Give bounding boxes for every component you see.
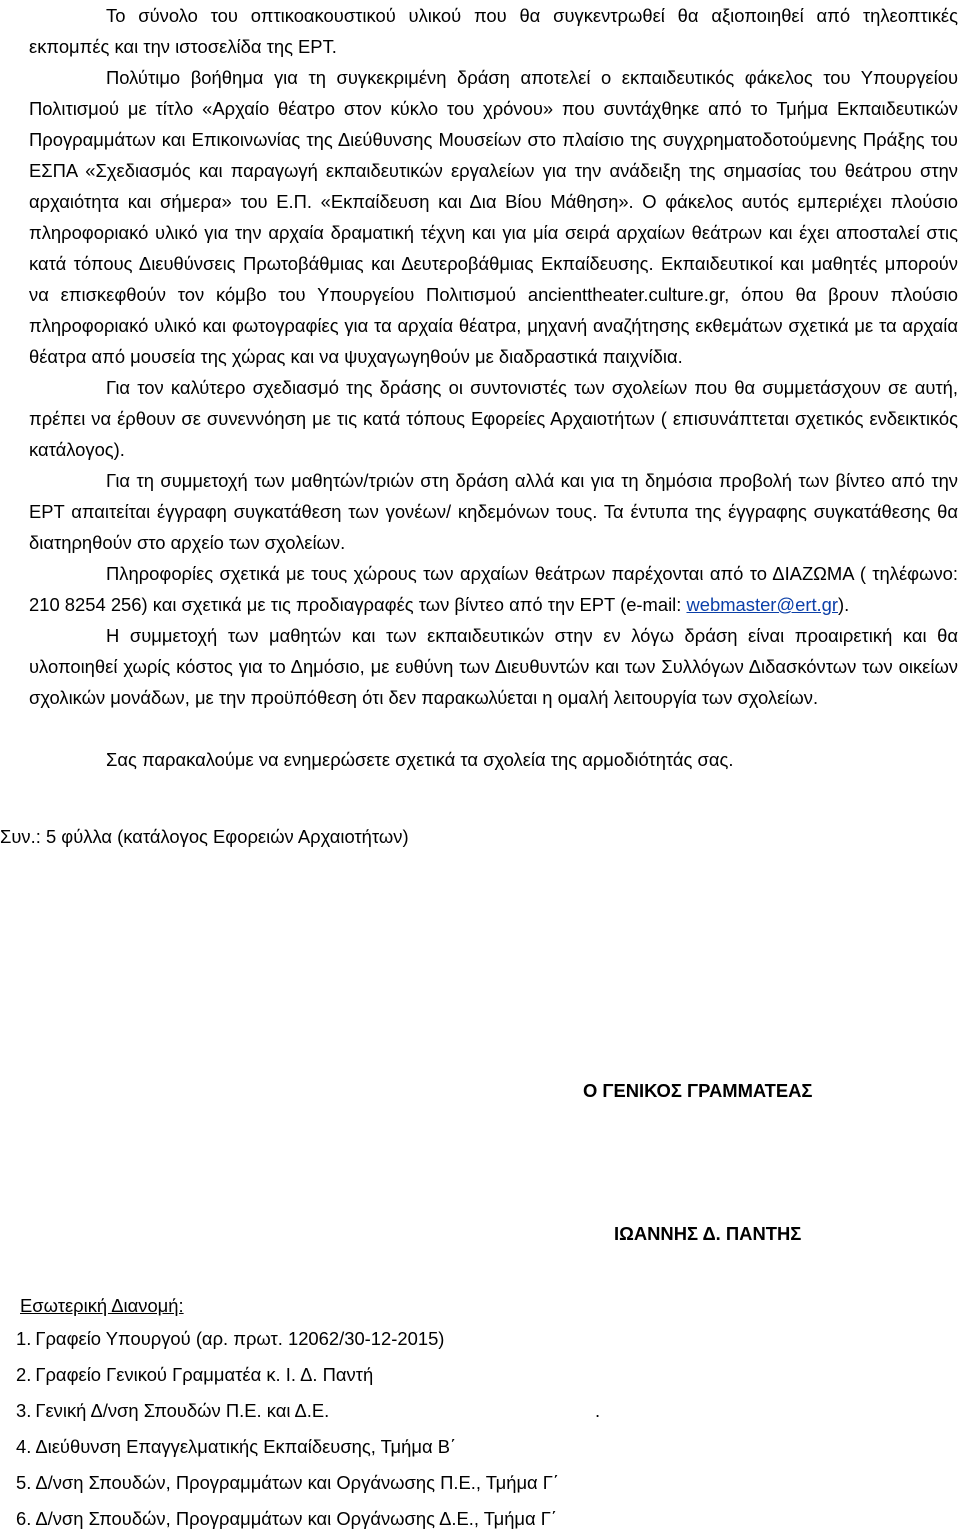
list-item: 3. Γενική Δ/νση Σπουδών Π.Ε. και Δ.Ε. . xyxy=(16,1400,601,1421)
distribution-heading: Εσωτερική Διανομή: xyxy=(20,1295,184,1316)
list-item: 6. Δ/νση Σπουδών, Προγραμμάτων και Οργάνωσης Δ.Ε., Τμήμα Γ΄ xyxy=(16,1508,558,1529)
list-item: 1. Γραφείο Υπουργού (αρ. πρωτ. 12062/30-12-2015) xyxy=(16,1328,445,1349)
distribution-list xyxy=(16,1321,600,1537)
paragraph-av-material: Το σύνολο του οπτικοακουστικού υλικού που θα συγκεντρωθεί θα αξιοποιηθεί από τηλεοπτικές εκπομπές και την ιστοσελίδα της ΕΡΤ. xyxy=(29,5,958,57)
list-item: 2. Γραφείο Γενικού Γραμματέα κ. Ι. Δ. Παντή xyxy=(16,1364,374,1385)
list-item: 5. Δ/νση Σπουδών, Προγραμμάτων και Οργάνωσης Π.Ε., Τμήμα Γ΄ xyxy=(16,1472,560,1493)
information-text: Πληροφορίες σχετικά με τους χώρους των αρχαίων θεάτρων παρέχονται από το ΔΙΑΖΩΜΑ ( τηλέφωνο: 210 8254 256) και σχετικά με τις προδιαγραφές των βίντεο από την ΕΡΤ (e-mail: xyxy=(29,563,958,615)
paragraph-educational-folder: Πολύτιμο βοήθημα για τη συγκεκριμένη δράση αποτελεί ο εκπαιδευτικός φάκελος του Υπουργείου Πολιτισμού με τίτλο «Αρχαίο θέατρο στον κύκλο του χρόνου» που συντάχθηκε από το Τμήμα Εκπαιδευτικών Προγραμμάτων και Επικοινωνίας της Διεύθυνσης Μουσείων στο πλαίσιο της συγχρηματοδοτούμενης Πράξης του ΕΣΠΑ «Σχεδιασμός και παραγωγή εκπαιδευτικών εργαλείων για την ανάδειξη της σημασίας του θεάτρου στην αρχαιότητα και σήμερα» του Ε.Π. «Εκπαίδευση και Δια Βίου Μάθηση». Ο φάκελος αυτός εμπεριέχει πλούσιο πληροφοριακό υλικό για την αρχαία δραματική τέχνη και για μία σειρά αρχαίων θεάτρων και έχει αποσταλεί στις κατά τόπους Διευθύνσεις Πρωτοβάθμιας και Δευτεροβάθμιας Εκπαίδευσης. Εκπαιδευτικοί και μαθητές μπορούν να επισκεφθούν τον κόμβο του Υπουργείου Πολιτισμού ancienttheater.culture.gr, όπου θα βρουν πλούσιο πληροφοριακό υλικό και φωτογραφίες για τα αρχαία θέατρα, μηχανή αναζήτησης εκθεμάτων σχετικά με τα αρχαία θέατρα από μουσεία της χώρας και να ψυχαγωγηθούν με διαδραστικά παιχνίδια. xyxy=(29,67,958,367)
email-link[interactable]: webmaster@ert.gr xyxy=(686,594,839,615)
paragraph-coordination: Για τον καλύτερο σχεδιασμό της δράσης οι συντονιστές των σχολείων που θα συμμετάσχουν σε αυτή, πρέπει να έρθουν σε συνεννόηση με τις κατά τόπους Εφορείες Αρχαιοτήτων ( επισυνάπτεται σχετικός ενδεικτικός κατάλογος). xyxy=(29,377,958,460)
attachment-note: Συν.: 5 φύλλα (κατάλογος Εφορειών Αρχαιοτήτων) xyxy=(0,826,409,847)
paragraph-request: Σας παρακαλούμε να ενημερώσετε σχετικά τα σχολεία της αρμοδιότητάς σας. xyxy=(106,749,734,770)
document-body xyxy=(29,0,958,775)
information-text-end: ). xyxy=(838,594,850,615)
paragraph-information xyxy=(29,558,958,620)
paragraph-consent: Για τη συμμετοχή των μαθητών/τριών στη δράση αλλά και για τη δημόσια προβολή των βίντεο από την ΕΡΤ απαιτείται έγγραφη συγκατάθεση των γονέων/ κηδεμόνων τους. Τα έντυπα της έγγραφης συγκατάθεσης θα διατηρηθούν στο αρχείο των σχολείων. xyxy=(29,470,958,553)
signer-title: Ο ΓΕΝΙΚΟΣ ΓΡΑΜΜΑΤΕΑΣ xyxy=(583,1080,813,1101)
list-item: 4. Διεύθυνση Επαγγελματικής Εκπαίδευσης, Τμήμα Β΄ xyxy=(16,1436,457,1457)
paragraph-participation: Η συμμετοχή των μαθητών και των εκπαιδευτικών στην εν λόγω δράση είναι προαιρετική και θα υλοποιηθεί χωρίς κόστος για το Δημόσιο, με ευθύνη των Διευθυντών και των Συλλόγων Διδασκόντων των οικείων σχολικών μονάδων, με την προϋπόθεση ότι δεν παρακωλύεται η ομαλή λειτουργία των σχολείων. xyxy=(29,625,958,708)
signer-name: ΙΩΑΝΝΗΣ Δ. ΠΑΝΤΗΣ xyxy=(614,1223,802,1244)
internal-distribution-list xyxy=(16,1290,601,1537)
